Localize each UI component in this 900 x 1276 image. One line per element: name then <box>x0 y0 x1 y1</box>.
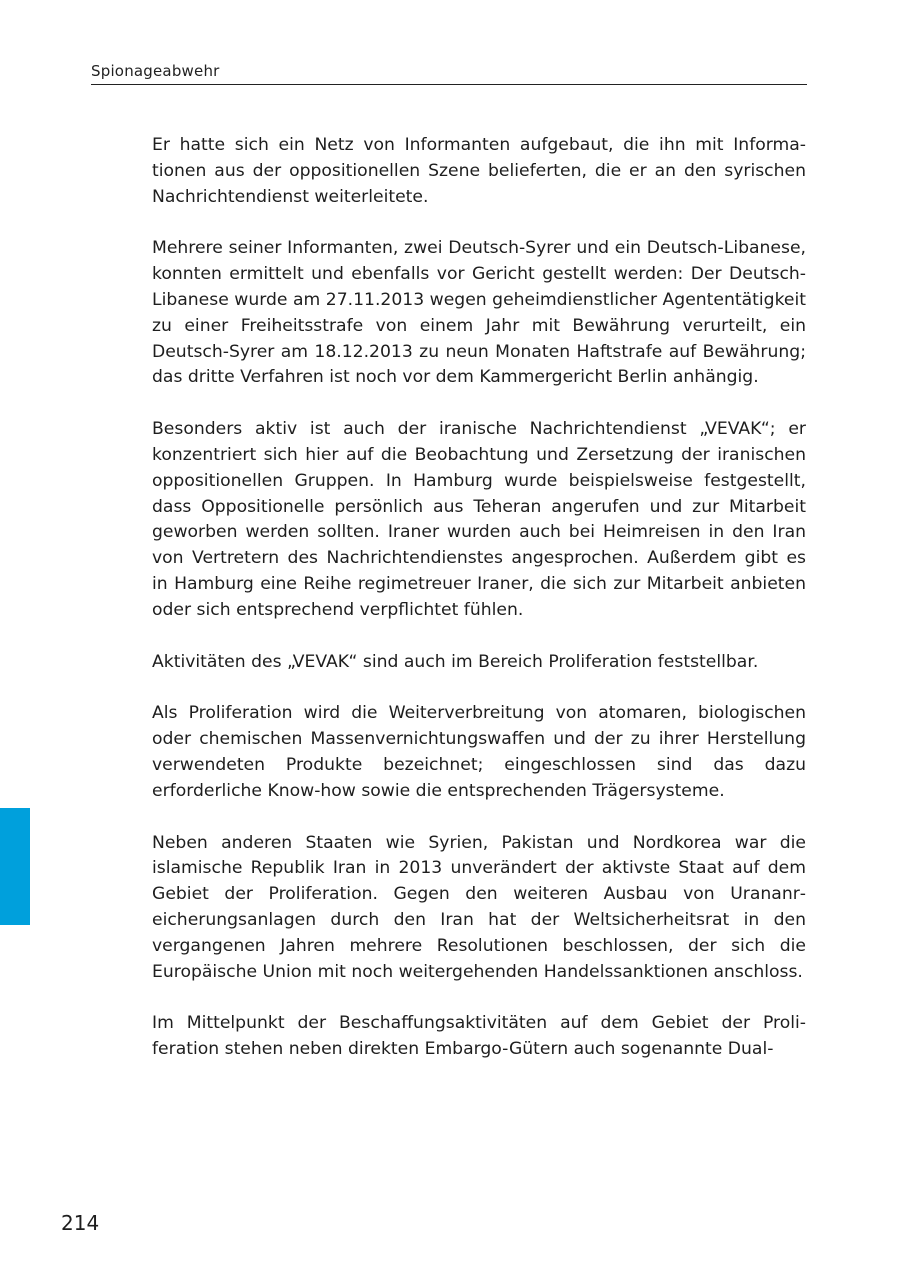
paragraph: Aktivitäten des „VEVAK“ sind auch im Bereich Proliferation feststellbar. <box>152 651 759 672</box>
paragraph: Mehrere seiner Informanten, zwei Deutsch-Syrer und ein Deutsch-Libanese, konnten ermittelt und ebenfalls vor Gericht gestellt werden: Der Deutsch-Libanese wurde am 27.11.2013 wegen geheimdienstlicher Agententätigkeit zu einer Freiheitsstrafe von einem Jahr mit Bewährung verurteilt, ein Deutsch-Syrer am 18.12.2013 zu neun Monaten Haftstrafe auf Bewährung; das dritte Verfahren ist noch vor dem Kammergericht Berlin anhängig. <box>152 238 806 388</box>
paragraph: Im Mittelpunkt der Beschaffungsaktivitäten auf dem Gebiet der Proliferation stehen neben direkten Embargo-Gütern auch sogenannte Dual- <box>152 1013 806 1060</box>
chapter-tab-marker <box>0 808 30 925</box>
paragraph: Neben anderen Staaten wie Syrien, Pakistan und Nordkorea war die islamische Republik Iran in 2013 unverändert der aktivste Staat auf dem Gebiet der Proliferation. Gegen den weiteren Ausbau von Urananreicherungsanlagen durch den Iran hat der Weltsicherheitsrat in den vergangenen Jahren mehrere Resolutionen beschlossen, der sich die Europäische Union mit noch weitergehenden Handelssanktionen anschloss. <box>152 832 806 982</box>
paragraph: Er hatte sich ein Netz von Informanten aufgebaut, die ihn mit Informationen aus der oppositionellen Szene belieferten, die er an den syrischen Nachrichtendienst weiterleitete. <box>152 135 806 207</box>
running-header-title: Spionageabwehr <box>91 62 220 80</box>
paragraph: Besonders aktiv ist auch der iranische Nachrichtendienst „VEVAK“; er konzentriert sich hier auf die Beobachtung und Zersetzung der iranischen oppositionellen Gruppen. In Hamburg wurde beispielsweise festgestellt, dass Oppositionelle persönlich aus Teheran angerufen und zur Mitarbeit geworben werden sollten. Iraner wurden auch bei Heimreisen in den Iran von Vertretern des Nachrichtendienstes angesprochen. Außerdem gibt es in Hamburg eine Reihe regimetreuer Iraner, die sich zur Mitarbeit anbieten oder sich entsprechend verpflichtet fühlen. <box>152 419 806 620</box>
running-header <box>91 60 807 85</box>
paragraph: Als Proliferation wird die Weiterverbreitung von atomaren, biologischen oder chemischen Massenvernichtungswaffen und der zu ihrer Herstellung verwendeten Produkte bezeichnet; eingeschlossen sind das dazu erforderliche Know-how sowie die entsprechenden Trägersysteme. <box>152 703 806 801</box>
body-text <box>152 133 806 1089</box>
page-number: 214 <box>61 1211 100 1235</box>
